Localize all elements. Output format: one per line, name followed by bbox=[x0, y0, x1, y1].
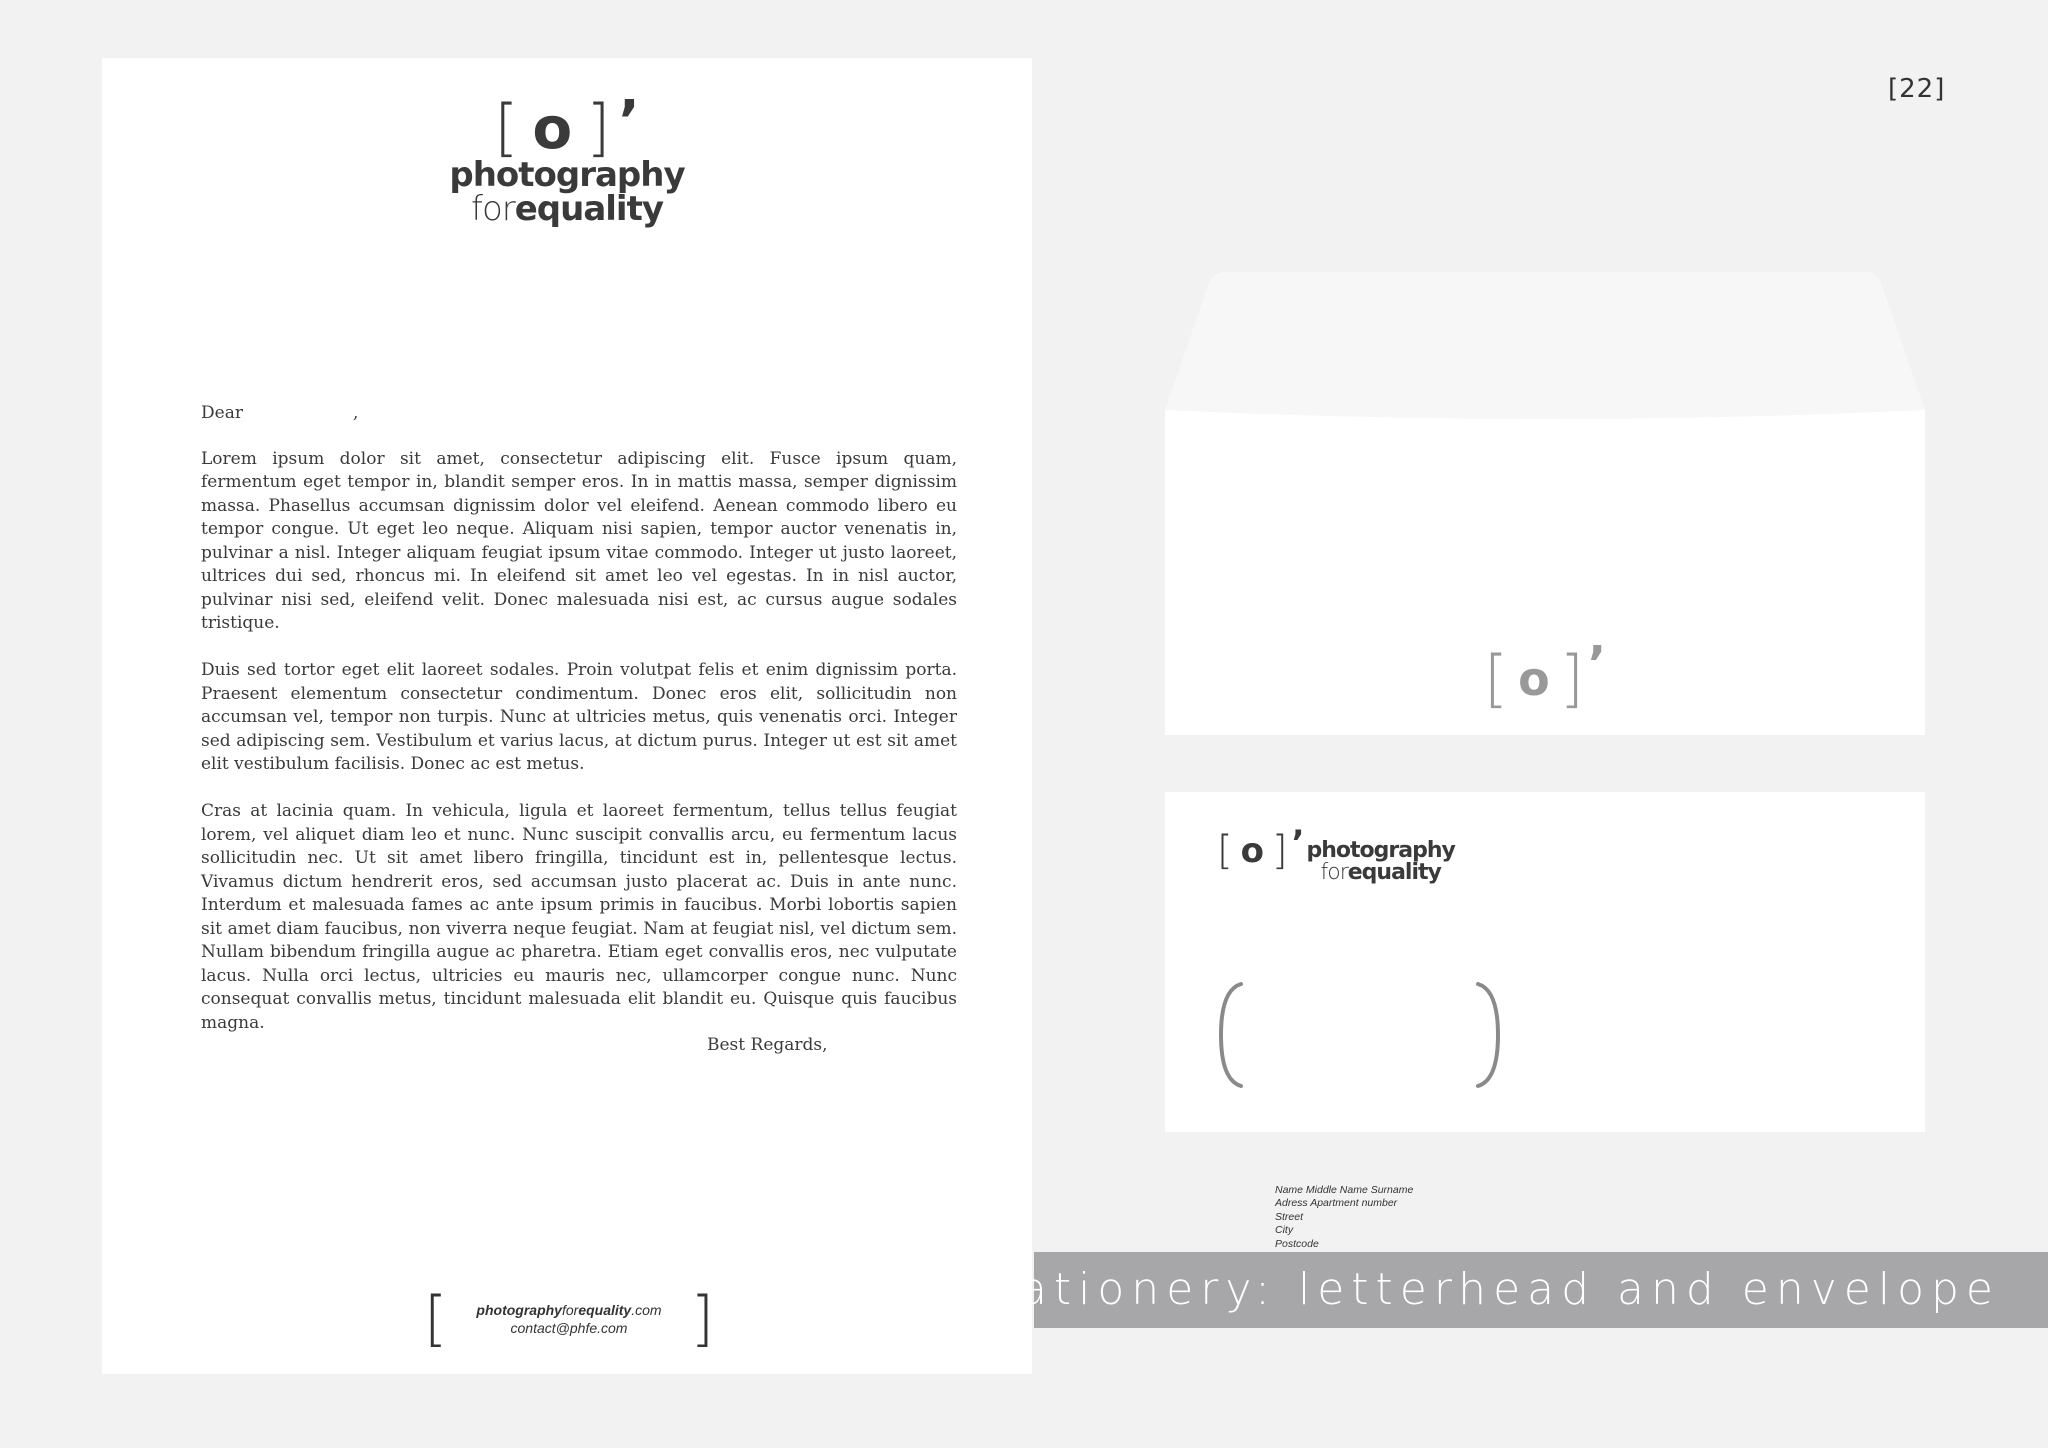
front-logo-words bbox=[1307, 840, 1455, 884]
logo-o: o bbox=[532, 94, 573, 162]
closing: Best Regards, bbox=[707, 1035, 828, 1055]
footer-site-equality: equality bbox=[578, 1302, 632, 1318]
letter-paragraph-2: Duis sed tortor eget elit laoreet sodales. Proin volutpat felis et enim dignissim porta. Praesent elementum consectetur condimentum. Donec eros elit, sollicitudin non accumsan vel, tempor non turpis. Nunc at ultricies metus, quis venenatis orci. Integer sed adipiscing sem. Vestibulum et varius lacus, at dictum purus. Integer ut est sit amet elit vestibulum facilisis. Donec ac est metus. bbox=[201, 660, 957, 774]
letterhead-logo bbox=[102, 89, 1032, 229]
logo-word-forequality bbox=[102, 189, 1032, 229]
letter-paragraph-3: Cras at lacinia quam. In vehicula, ligula et laoreet fermentum, tellus tellus feugiat lorem, vel aliquet diam leo et nunc. Nunc suscipit convallis arcu, eu fermentum lacus sollicitudin nec. Ut sit amet libero fringilla, tincidunt est in, pellentesque lectus. Vivamus dictum hendrerit eros, sed accumsan justo placerat ac. Duis in ante nunc. Interdum et malesuada fames ac ante ipsum primis in faucibus. Morbi lobortis sapien sit amet diam faucibus, non viverra neque feugiat. Nam at feugiat nisl, vel dictum sem. Nullam bibendum fringilla augue ac pharetra. Etiam eget convallis eros, nec vulputate lacus. Nulla orci lectus, ultricies eu mauris nec, ullamcorper congue nunc. Nunc consequat convallis metus, tincidunt malesuada elit blandit eu. Quisque quis faucibus magna. bbox=[201, 801, 957, 1033]
logo-bracket-left: [ bbox=[494, 91, 519, 164]
footer-site-photography: photography bbox=[476, 1302, 562, 1318]
footer-site-for: for bbox=[561, 1302, 579, 1318]
front-bracket-left: [ bbox=[1217, 828, 1233, 874]
logo-word-equality: equality bbox=[514, 189, 664, 229]
salutation-word: Dear bbox=[201, 403, 243, 423]
front-logo-mark bbox=[1217, 823, 1305, 874]
footer-website[interactable] bbox=[476, 1301, 661, 1319]
letterhead-page bbox=[102, 58, 1032, 1374]
front-bracket-right: ] bbox=[1271, 828, 1288, 874]
salutation-comma: , bbox=[352, 403, 359, 423]
front-logo-apostrophe: ’ bbox=[1291, 823, 1305, 863]
letter-body bbox=[201, 402, 957, 1059]
logo-mark bbox=[102, 89, 1032, 164]
env-logo-apostrophe: ’ bbox=[1587, 636, 1607, 692]
address-line: Street bbox=[1275, 1210, 1304, 1223]
front-word-forequality bbox=[1307, 862, 1455, 884]
address-window bbox=[1217, 980, 1502, 1250]
page-caption: stationery: letterhead and envelope bbox=[965, 1264, 2000, 1315]
footer-bracket-left: [ bbox=[424, 1284, 448, 1354]
envelope-front bbox=[1165, 792, 1925, 1250]
footer-bracket-right: ] bbox=[690, 1284, 714, 1354]
env-bracket-left: [ bbox=[1483, 642, 1509, 715]
envelope-front-logo bbox=[1217, 823, 1455, 885]
logo-bracket-right: ] bbox=[586, 91, 611, 164]
footer-contact bbox=[476, 1301, 661, 1337]
address-line: Name Middle Name Surname bbox=[1275, 1184, 1414, 1196]
letter-paragraph-1: Lorem ipsum dolor sit amet, consectetur adipiscing elit. Fusce ipsum quam, fermentum eget tempor in, blandit semper eros. In in mattis massa, semper dignissim massa. Phasellus accumsan dignissim dolor vel eleifend. Aenean commodo libero eu tempor congue. Ut eget leo neque. Aliquam nisi sapien, tempor auctor venenatis in, pulvinar a nisl. Integer aliquam feugiat ipsum vitae commodo. Integer ut justo laoreet, ultrices dui sed, rhoncus mi. In eleifend sit amet leo vel egestas. In in nisl auctor, pulvinar nisi sed, eleifend velit. Donec malesuada nisi est, ac cursus augue sodales tristique. bbox=[201, 448, 957, 633]
logo-word-for: for bbox=[470, 189, 515, 229]
env-bracket-right: ] bbox=[1559, 642, 1584, 715]
logo-apostrophe: ’ bbox=[618, 89, 640, 154]
env-logo-o: o bbox=[1518, 651, 1550, 706]
footer-site-tld: .com bbox=[631, 1302, 662, 1318]
envelope-back-logo-mark bbox=[1165, 636, 1925, 715]
front-word-equality: equality bbox=[1347, 860, 1441, 885]
address-line: City bbox=[1275, 1224, 1294, 1237]
address-bracket-shape bbox=[1217, 980, 1502, 1090]
envelope-back bbox=[1165, 270, 1925, 735]
salutation bbox=[201, 402, 957, 426]
address-line: Adress Apartment number bbox=[1275, 1197, 1398, 1210]
logo-word-photography: photography bbox=[449, 155, 685, 195]
caption-band bbox=[965, 1252, 2048, 1328]
front-logo-o: o bbox=[1240, 831, 1264, 871]
front-word-photography: photography bbox=[1306, 838, 1455, 863]
front-word-for: for bbox=[1320, 860, 1348, 885]
address-line: Postcode bbox=[1275, 1237, 1319, 1250]
page-number: [22] bbox=[1888, 74, 1946, 104]
footer-email[interactable]: contact@phfe.com bbox=[510, 1320, 628, 1336]
letter-footer bbox=[424, 1284, 714, 1354]
